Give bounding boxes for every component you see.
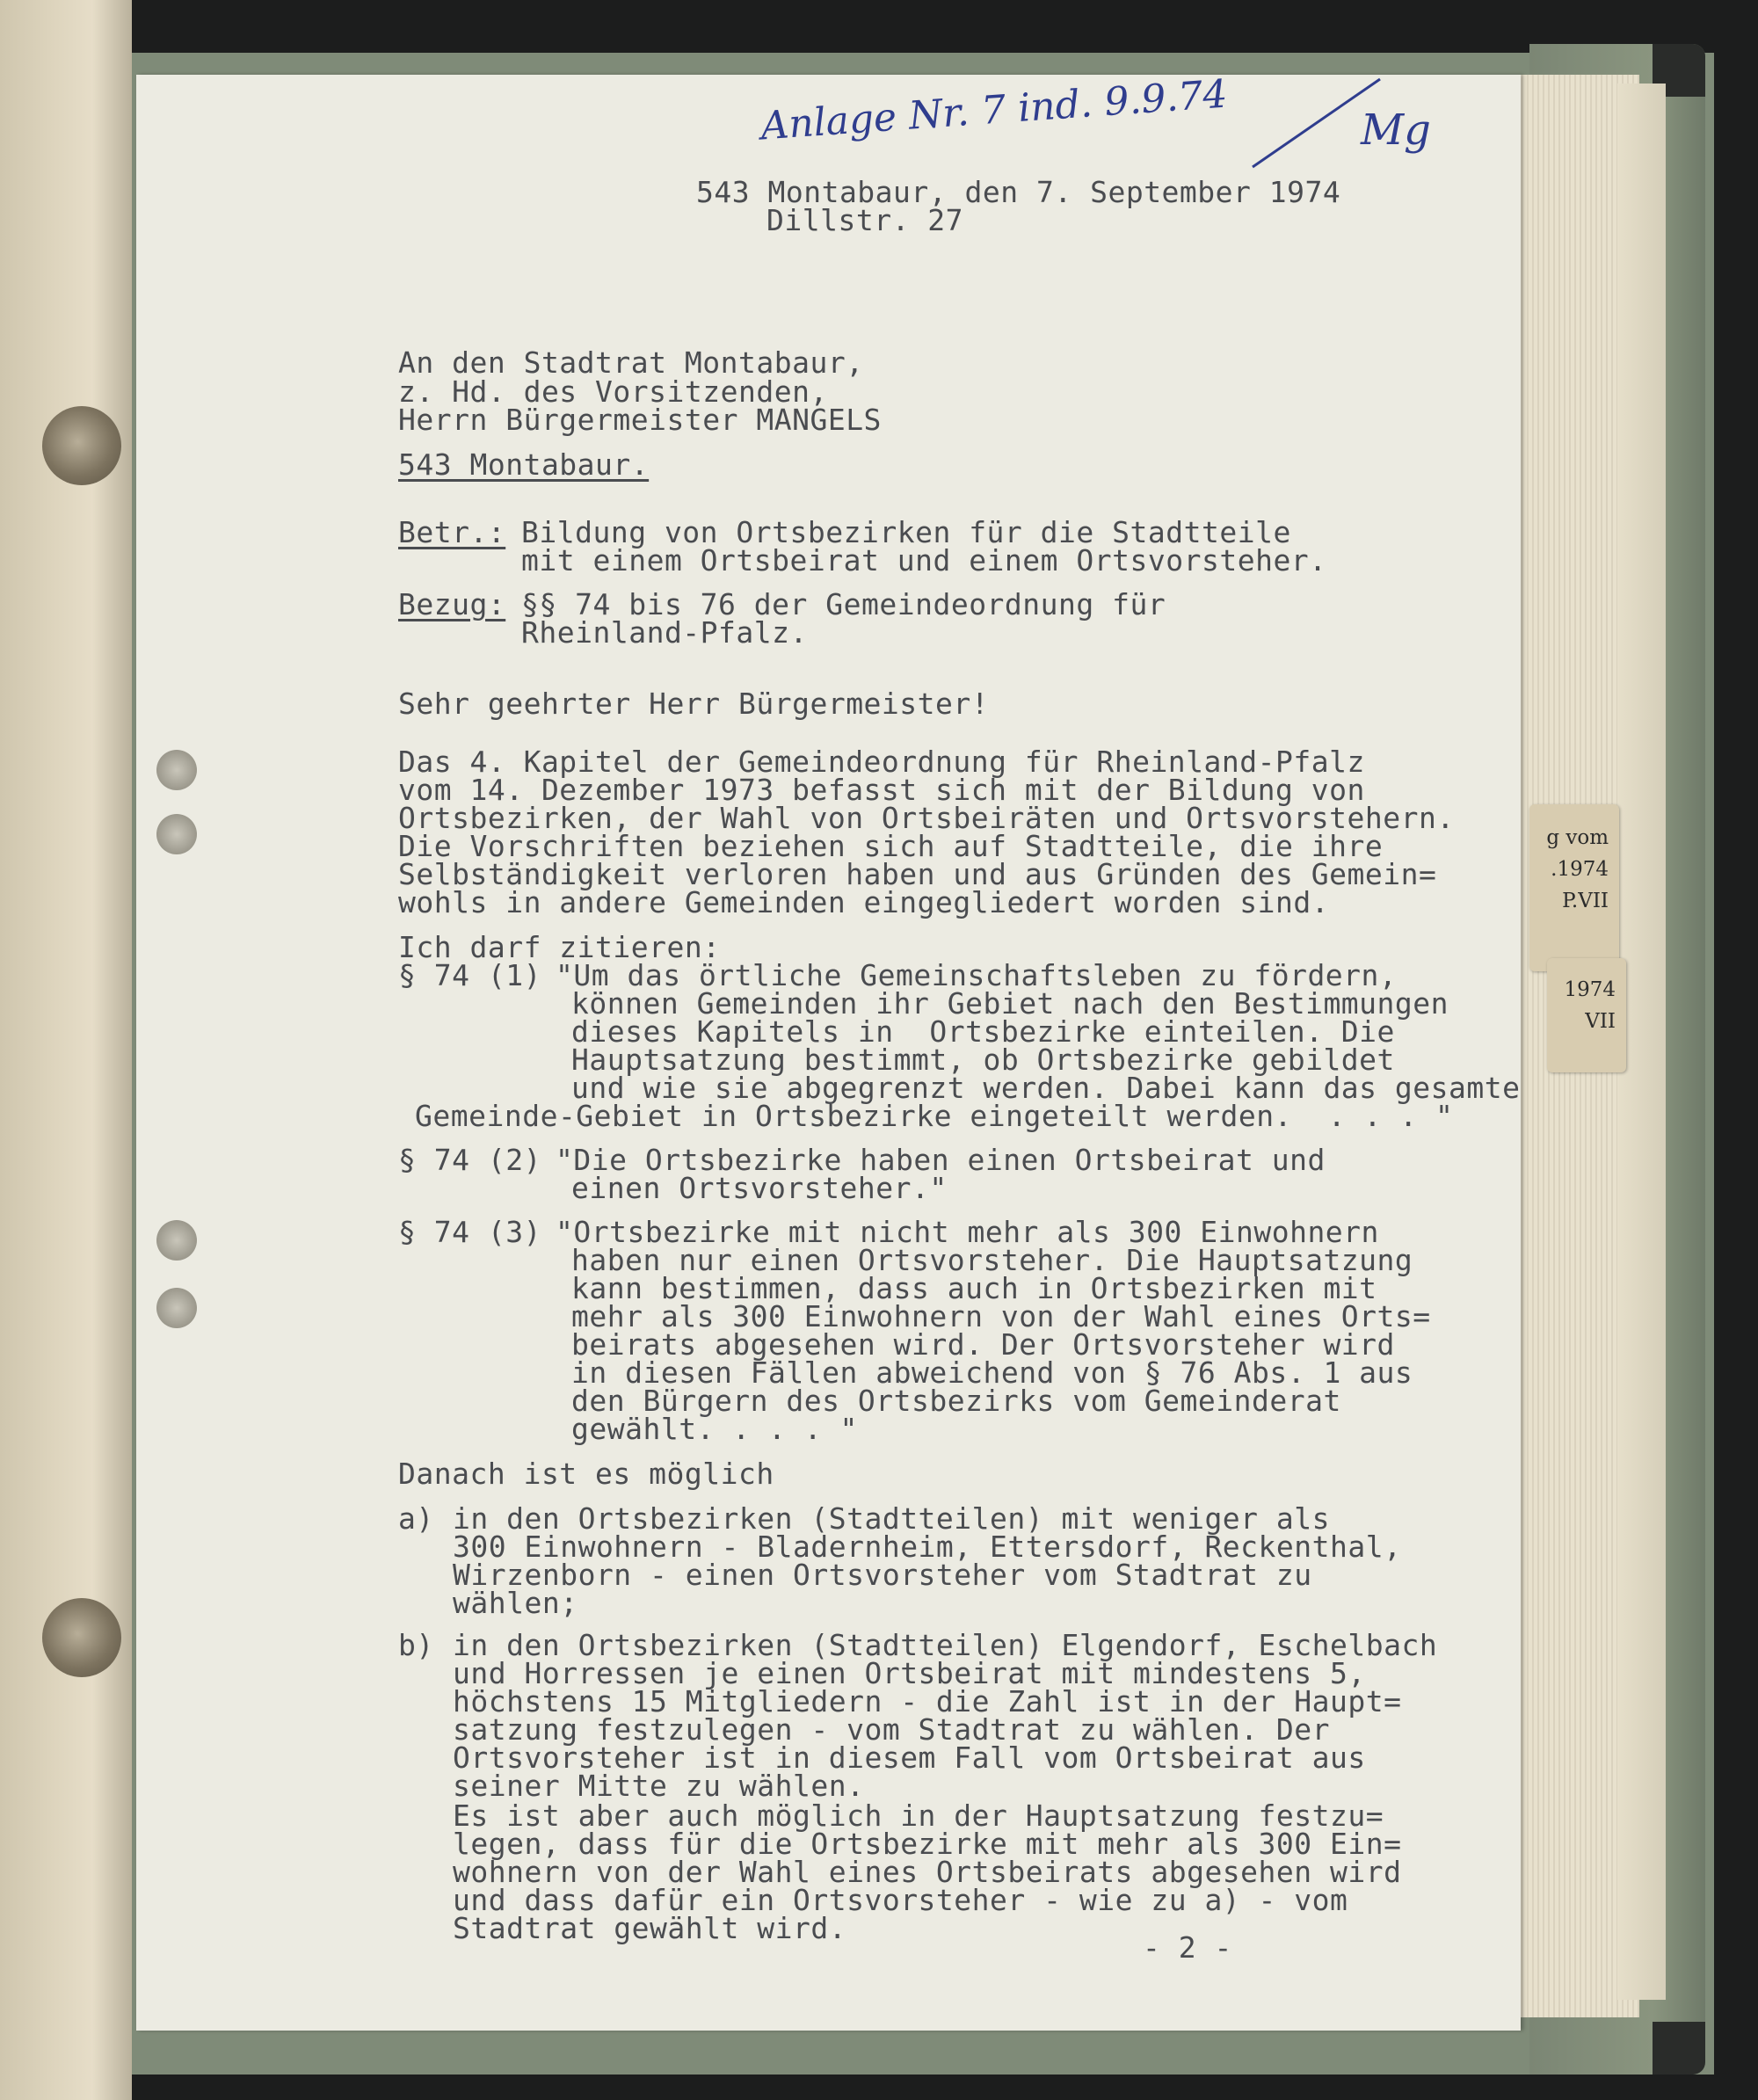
reference-label: Bezug: (398, 587, 506, 621)
subject-text: Bildung von Ortsbezirken für die Stadtteile (521, 515, 1291, 549)
list-line: wohnern von der Wahl eines Ortsbeirats abgesehen wird (453, 1855, 1402, 1889)
punch-hole (156, 1220, 197, 1261)
punch-hole (42, 406, 121, 485)
quote-line: dieses Kapitels in Ortsbezirke einteilen. Die (571, 1014, 1395, 1049)
reference-text: Rheinland-Pfalz. (521, 615, 808, 650)
reference-text: §§ 74 bis 76 der Gemeindeordnung für (521, 587, 1166, 621)
paragraph-line: vom 14. Dezember 1973 befasst sich mit der Bildung von (398, 773, 1365, 807)
tab-text: P.VII (1562, 890, 1609, 912)
list-line: seiner Mitte zu wählen. (453, 1769, 865, 1803)
page-number: - 2 - (1143, 1930, 1232, 1965)
paragraph-line: Das 4. Kapitel der Gemeindeordnung für Rheinland-Pfalz (398, 745, 1365, 779)
list-line: und dass dafür ein Ortsvorsteher - wie zu a) - vom (453, 1883, 1348, 1917)
subject-label: Betr.: (398, 515, 506, 549)
list-line: 300 Einwohnern - Bladernheim, Ettersdorf, Reckenthal, (453, 1530, 1402, 1564)
list-label: b) (398, 1628, 434, 1662)
recipient-line: z. Hd. des Vorsitzenden, (398, 374, 828, 409)
subject-text: mit einem Ortsbeirat und einem Ortsvorsteher. (521, 543, 1327, 578)
punch-hole (42, 1598, 121, 1677)
quote-label: § 74 (3) (398, 1215, 541, 1249)
index-tab (1529, 804, 1619, 971)
quote-line: und wie sie abgegrenzt werden. Dabei kann das gesamte (571, 1071, 1521, 1105)
list-line: legen, dass für die Ortsbezirke mit mehr als 300 Ein= (453, 1827, 1402, 1861)
handwritten-initials: Mg (1361, 105, 1431, 155)
quote-label: § 74 (1) (398, 958, 541, 992)
paragraph-line: wohls in andere Gemeinden eingegliedert worden sind. (398, 885, 1330, 919)
handwritten-stroke (1248, 70, 1389, 176)
list-line: und Horressen je einen Ortsbeirat mit mindestens 5, (453, 1656, 1366, 1690)
paragraph-line: Ortsbezirken, der Wahl von Ortsbeiräten und Ortsvorstehern. (398, 801, 1455, 835)
quote-intro: Ich darf zitieren: (398, 930, 721, 964)
quote-line: beirats abgesehen wird. Der Ortsvorsteher wird (571, 1327, 1395, 1362)
quote-line: kann bestimmen, dass auch in Ortsbezirken mit (571, 1271, 1377, 1305)
quote-line: Gemeinde-Gebiet in Ortsbezirke eingeteilt werden. . . . " (415, 1099, 1454, 1133)
tab-text: 1974 (1564, 978, 1616, 1001)
list-line: Stadtrat gewählt wird. (453, 1911, 847, 1945)
quote-line: in diesen Fällen abweichend von § 76 Abs. 1 aus (571, 1355, 1413, 1390)
quote-label: § 74 (2) (398, 1143, 541, 1177)
list-line: satzung festzulegen - vom Stadtrat zu wählen. Der (453, 1712, 1331, 1747)
handwritten-note: Anlage Nr. 7 ind. 9.9.74 (759, 71, 1229, 149)
place-date: 543 Montabaur, den 7. September 1974 (696, 175, 1341, 209)
index-tab (1547, 958, 1626, 1072)
list-line: Ortsvorsteher ist in diesem Fall vom Ortsbeirat aus (453, 1740, 1366, 1775)
conclusion-intro: Danach ist es möglich (398, 1457, 774, 1491)
quote-line: "Ortsbezirke mit nicht mehr als 300 Einwohnern (556, 1215, 1379, 1249)
list-line: in den Ortsbezirken (Stadtteilen) mit weniger als (453, 1501, 1331, 1536)
list-label: a) (398, 1501, 434, 1536)
quote-line: "Die Ortsbezirke haben einen Ortsbeirat und (556, 1143, 1326, 1177)
quote-line: haben nur einen Ortsvorsteher. Die Hauptsatzung (571, 1243, 1413, 1277)
quote-line: können Gemeinden ihr Gebiet nach den Bestimmungen (571, 986, 1449, 1021)
binder-corner (1653, 2022, 1705, 2075)
quote-line: den Bürgern des Ortsbezirks vom Gemeinderat (571, 1384, 1341, 1418)
list-line: wählen; (453, 1586, 578, 1620)
tab-text: VII (1585, 1010, 1616, 1033)
list-line: in den Ortsbezirken (Stadtteilen) Elgendorf, Eschelbach (453, 1628, 1438, 1662)
tab-text: g vom (1546, 826, 1609, 849)
left-binder-page (0, 0, 132, 2100)
punch-hole (156, 750, 197, 790)
quote-line: mehr als 300 Einwohnern von der Wahl eines Orts= (571, 1299, 1431, 1333)
list-line: Wirzenborn - einen Ortsvorsteher vom Stadtrat zu (453, 1558, 1312, 1592)
punch-hole (156, 814, 197, 854)
recipient-line: An den Stadtrat Montabaur, (398, 345, 864, 380)
salutation: Sehr geehrter Herr Bürgermeister! (398, 687, 990, 721)
quote-line: einen Ortsvorsteher." (571, 1171, 948, 1205)
quote-line: "Um das örtliche Gemeinschaftsleben zu fördern, (556, 958, 1398, 992)
punch-hole (156, 1288, 197, 1328)
street-address: Dillstr. 27 (766, 203, 964, 237)
quote-line: gewählt. . . . " (571, 1412, 858, 1446)
recipient-city: 543 Montabaur. (398, 447, 650, 482)
paragraph-line: Selbständigkeit verloren haben und aus Gründen des Gemein= (398, 857, 1437, 891)
list-line: höchstens 15 Mitgliedern - die Zahl ist in der Haupt= (453, 1684, 1402, 1719)
quote-line: Hauptsatzung bestimmt, ob Ortsbezirke gebildet (571, 1043, 1395, 1077)
paragraph-line: Die Vorschriften beziehen sich auf Stadtteile, die ihre (398, 829, 1384, 863)
list-line: Es ist aber auch möglich in der Hauptsatzung festzu= (453, 1798, 1384, 1833)
recipient-line: Herrn Bürgermeister MANGELS (398, 403, 882, 437)
tab-text: .1974 (1551, 858, 1609, 881)
